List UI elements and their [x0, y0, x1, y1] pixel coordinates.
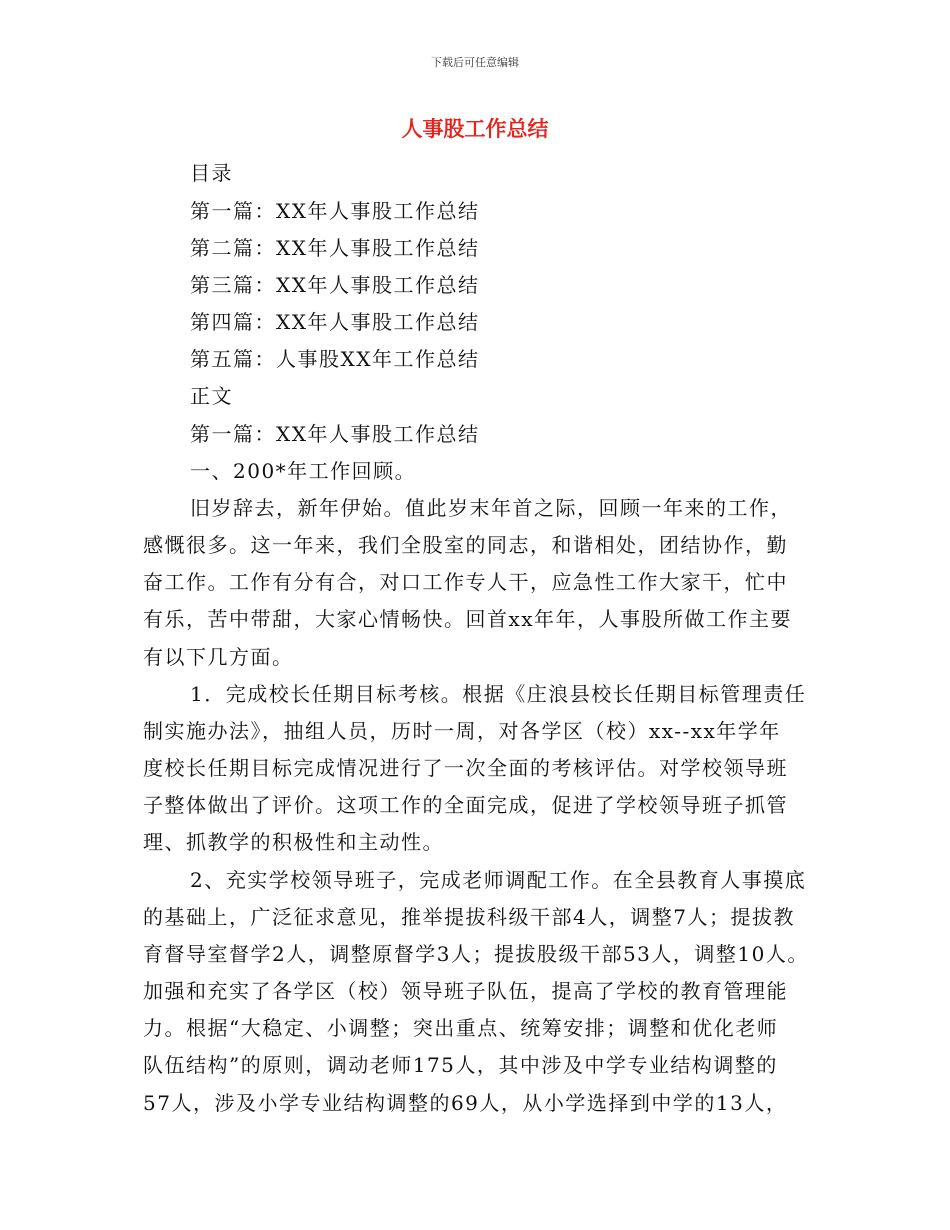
paragraph-line: 有以下几方面。: [143, 645, 294, 669]
chapter-title: 第一篇：XX年人事股工作总结: [190, 422, 480, 446]
paragraph-line: 队伍结构”的原则，调动老师175人，其中涉及中学专业结构调整的: [143, 1053, 778, 1077]
toc-heading: 目录: [190, 161, 233, 185]
document-title: 人事股工作总结: [401, 117, 549, 141]
paragraph-line: 57人，涉及小学专业结构调整的69人，从小学选择到中学的13人，: [143, 1091, 788, 1115]
paragraph-line: 1．完成校长任期目标考核。根据《庄浪县校长任期目标管理责任: [190, 682, 807, 706]
paragraph-line: 的基础上，广泛征求意见，推举提拔科级干部4人，调整7人；提拔教: [143, 905, 795, 929]
section-title: 一、200*年工作回顾。: [190, 459, 417, 483]
paragraph-line: 有乐，苦中带甜，大家心情畅快。回首xx年年，人事股所做工作主要: [143, 607, 793, 631]
paragraph-line: 度校长任期目标完成情况进行了一次全面的考核评估。对学校领导班: [143, 756, 788, 780]
paragraph-line: 奋工作。工作有分有合，对口工作专人干，应急性工作大家干，忙中: [143, 570, 788, 594]
toc-item: 第二篇：XX年人事股工作总结: [190, 236, 480, 260]
paragraph-line: 力。根据“大稳定、小调整；突出重点、统筹安排；调整和优化老师: [143, 1016, 779, 1040]
toc-item: 第一篇：XX年人事股工作总结: [190, 199, 480, 223]
paragraph-line: 制实施办法》，抽组人员，历时一周，对各学区（校）xx--xx年学年: [143, 719, 781, 743]
toc-item: 第五篇：人事股XX年工作总结: [190, 347, 480, 371]
paragraph-line: 子整体做出了评价。这项工作的全面完成，促进了学校领导班子抓管: [143, 793, 788, 817]
paragraph-line: 旧岁辞去，新年伊始。值此岁末年首之际，回顾一年来的工作，: [190, 496, 792, 520]
paragraph-line: 2、充实学校领导班子，完成老师调配工作。在全县教育人事摸底: [190, 868, 807, 892]
paragraph-line: 育督导室督学2人，调整原督学3人；提拔股级干部53人，调整10人。: [143, 942, 809, 966]
paragraph-line: 感慨很多。这一年来，我们全股室的同志，和谐相处，团结协作，勤: [143, 533, 788, 557]
body-heading: 正文: [190, 384, 233, 408]
toc-item: 第三篇：XX年人事股工作总结: [190, 273, 480, 297]
toc-item: 第四篇：XX年人事股工作总结: [190, 310, 480, 334]
paragraph-line: 加强和充实了各学区（校）领导班子队伍，提高了学校的教育管理能: [143, 979, 788, 1003]
paragraph-line: 理、抓教学的积极性和主动性。: [143, 830, 444, 854]
header-note: 下载后可任意编辑: [431, 56, 519, 69]
